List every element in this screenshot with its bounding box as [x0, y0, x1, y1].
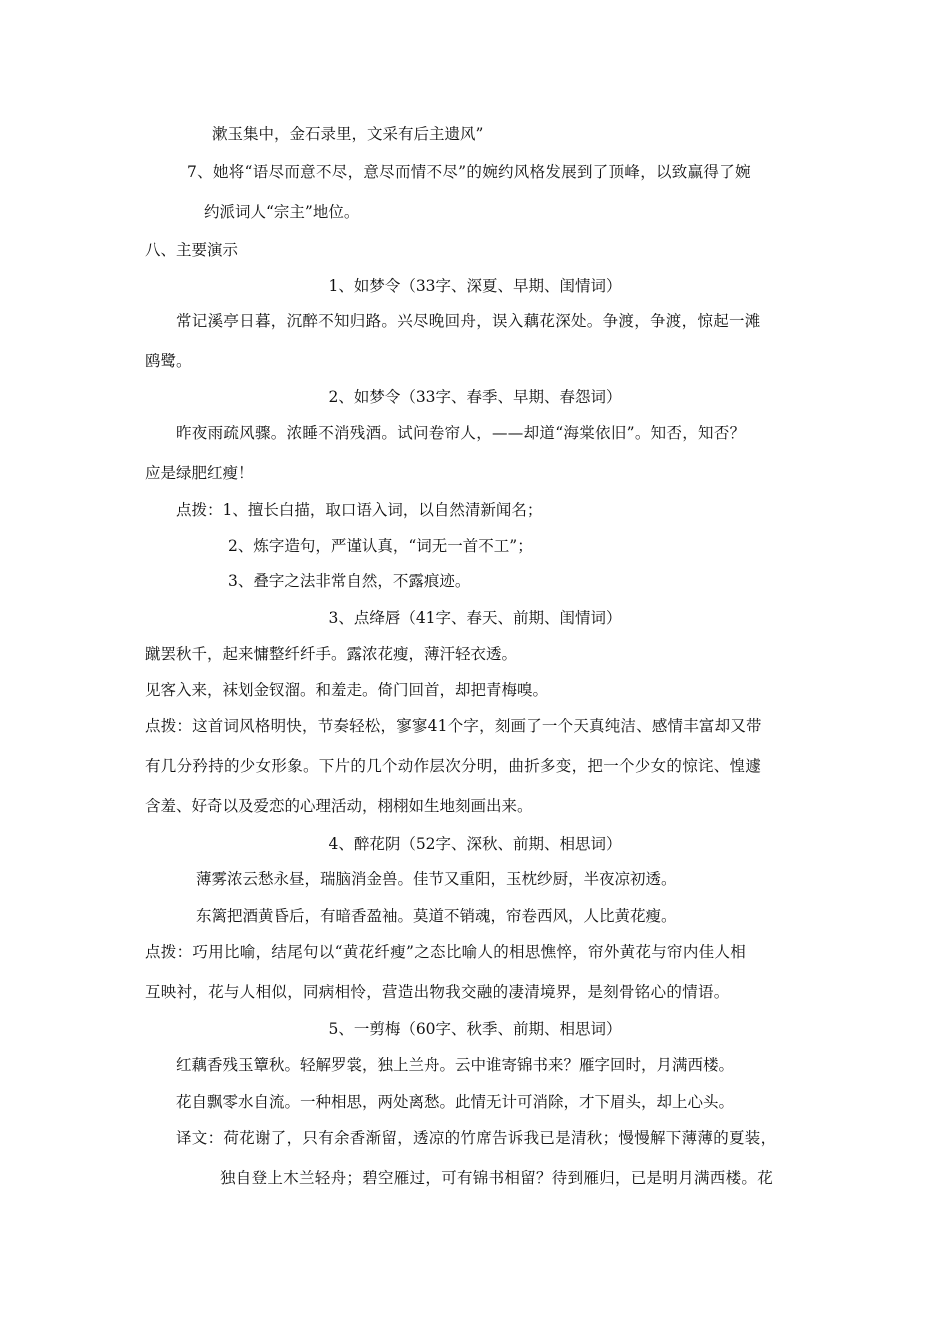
text-line: 7、她将“语尽而意不尽，意尽而情不尽”的婉约风格发展到了顶峰，以致赢得了婉 [187, 163, 751, 181]
text-line: 点拨：1、擅长白描，取口语入词，以自然清新闻名； [176, 501, 543, 519]
text-line: 薄雾浓云愁永昼，瑞脑消金兽。佳节又重阳，玉枕纱厨，半夜凉初透。 [196, 870, 677, 888]
text-line: 译文：荷花谢了，只有余香渐留，透凉的竹席告诉我已是清秋；慢慢解下薄薄的夏装， [176, 1129, 777, 1147]
text-line: 互映衬，花与人相似，同病相怜，营造出物我交融的凄清境界，是刻骨铭心的情语。 [145, 983, 730, 1001]
poem-title: 5、一剪梅（60字、秋季、前期、相思词） [328, 1020, 622, 1038]
poem-title: 3、点绛唇（41字、春天、前期、闺情词） [328, 609, 622, 627]
poem-title: 1、如梦令（33字、深夏、早期、闺情词） [328, 277, 622, 295]
text-line: 点拨：这首词风格明快，节奏轻松，寥寥41个字，刻画了一个天真纯洁、感情丰富却又带 [145, 717, 762, 735]
poem-title: 4、醉花阴（52字、深秋、前期、相思词） [328, 835, 622, 853]
text-line: 红藕香残玉簟秋。轻解罗裳，独上兰舟。云中谁寄锦书来？雁字回时，月满西楼。 [176, 1056, 735, 1074]
text-line: 昨夜雨疏风骤。浓睡不消残酒。试问卷帘人，——却道“海棠依旧”。知否，知否？ [176, 424, 746, 442]
text-line: 见客入来，袜划金钗溜。和羞走。倚门回首，却把青梅嗅。 [145, 681, 549, 699]
text-line: 蹴罢秋千，起来慵整纤纤手。露浓花瘦，薄汗轻衣透。 [145, 645, 518, 663]
text-line: 东篱把酒黄昏后，有暗香盈袖。莫道不销魂，帘卷西风，人比黄花瘦。 [196, 907, 677, 925]
text-line: 漱玉集中，金石录里，文采有后主遗风” [212, 125, 484, 143]
poem-title: 2、如梦令（33字、春季、早期、春怨词） [328, 388, 622, 406]
text-line: 独自登上木兰轻舟；碧空雁过，可有锦书相留？待到雁归，已是明月满西楼。花 [220, 1169, 774, 1187]
text-line: 鸥鹭。 [145, 352, 192, 370]
text-line: 2、炼字造句，严谨认真，“词无一首不工”； [228, 537, 533, 555]
text-line: 点拨：巧用比喻，结尾句以“黄花纤瘦”之态比喻人的相思憔悴，帘外黄花与帘内佳人相 [145, 943, 747, 961]
text-line: 含羞、好奇以及爱恋的心理活动，栩栩如生地刻画出来。 [145, 797, 533, 815]
text-line: 约派词人“宗主”地位。 [204, 203, 360, 221]
text-line: 常记溪亭日暮，沉醉不知归路。兴尽晚回舟，误入藕花深处。争渡，争渡，惊起一滩 [176, 312, 761, 330]
text-line: 花自飘零水自流。一种相思，两处离愁。此情无计可消除，才下眉头，却上心头。 [176, 1093, 735, 1111]
text-line: 有几分矜持的少女形象。下片的几个动作层次分明，曲折多变，把一个少女的惊诧、惶遽 [145, 757, 762, 775]
text-line: 3、叠字之法非常自然，不露痕迹。 [228, 572, 471, 590]
text-line: 应是绿肥红瘦！ [145, 464, 254, 482]
section-heading: 八、主要演示 [145, 241, 239, 259]
